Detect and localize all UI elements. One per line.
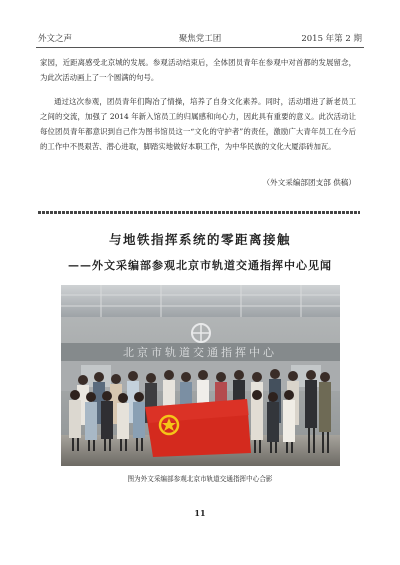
article-signature: （外文采编部团支部 供稿） — [262, 178, 356, 187]
header-issue: 2015 年第 2 期 — [301, 34, 362, 44]
section-divider — [38, 211, 360, 214]
article-subtitle: ——外文采编部参观北京市轨道交通指挥中心见闻 — [68, 259, 332, 272]
page-number: 11 — [194, 508, 206, 518]
article-title: 与地铁指挥系统的零距离接触 — [108, 232, 291, 247]
group-photo — [61, 285, 340, 466]
photo-wall-sign: 北京市轨道交通指挥中心 — [123, 346, 277, 359]
page-header — [30, 32, 370, 46]
paragraph-continued: 家园，近距离感受北京城的发展。参观活动结束后，全体团员青年在参观中对首都的发展留念，为此次活动画上了一个圆满的句号。 — [40, 58, 356, 82]
paragraph-summary: 通过这次参观，团员青年们陶冶了情操，培养了自身文化素养。同时，活动增进了新老员工之间的交流，加强了 2014 年新入馆员工的归属感和向心力，因此具有重要的意义。此次活动让每位团员青年都意识到自己作为图书馆员这一“文化的守护者”的责任，激励广大青年员工在今后的工作中不畏艰苦、潜心进取，脚踏实地做好本职工作，为中华民族的文化大厦添砖加瓦。 — [40, 97, 356, 151]
header-section-name: 聚焦党工团 — [178, 34, 222, 44]
photo-caption: 图为外文采编部参观北京市轨道交通指挥中心合影 — [127, 475, 273, 483]
header-divider — [36, 47, 364, 48]
header-publication-name: 外文之声 — [38, 34, 73, 44]
